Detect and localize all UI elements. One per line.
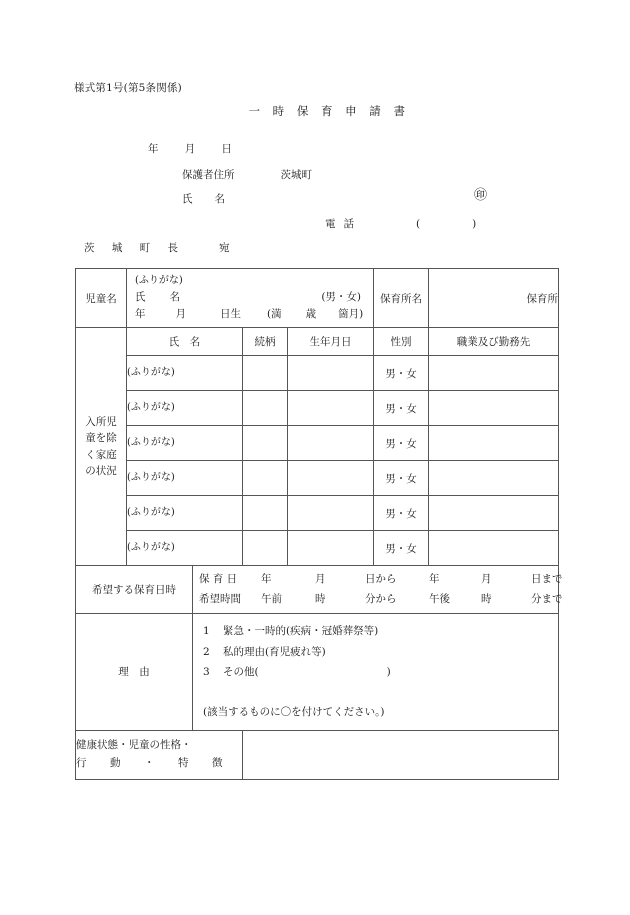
addressee-name: 茨 城 町 長 [84,242,186,254]
family-header-sex: 性別 [374,328,429,356]
family-relation-cell[interactable] [243,426,288,461]
family-occupation-cell[interactable] [429,461,559,496]
child-info-block [127,269,373,327]
family-name-cell[interactable] [127,391,243,426]
family-birthdate-cell[interactable] [288,496,374,531]
wish-label-cell [76,566,193,614]
family-furigana-label: (ふりがな) [127,436,175,448]
family-birthdate-cell[interactable] [288,461,374,496]
wish-time-min-to: 分まで [531,592,563,605]
reason-row [76,614,559,731]
family-name-cell[interactable] [127,356,243,391]
date-year-label: 年 [148,143,159,155]
family-section-label-line-3: く家庭 [85,448,117,461]
family-occupation-cell[interactable] [429,496,559,531]
family-relation-cell[interactable] [243,391,288,426]
health-label-cell [76,730,243,779]
wish-label: 希望する保育日時 [92,584,176,597]
wish-date-day-from: 日から [365,573,397,586]
family-header-row [76,328,559,356]
family-sex-cell[interactable]: 男・女 [374,391,429,426]
family-relation-cell[interactable] [243,531,288,566]
nursery-label: 保育所名 [380,292,423,305]
nursery-value-cell[interactable] [429,269,559,328]
wish-time-label: 希望時間 [199,592,241,605]
family-occupation-cell[interactable] [429,426,559,461]
child-row [76,269,559,328]
wish-date-month-to: 月 [481,573,492,586]
family-header-name: 氏 名 [127,328,243,356]
child-dob-row [135,306,367,323]
reason-option-2[interactable] [203,642,552,662]
nursery-value: 保育所 [526,292,559,305]
reason-inner [193,614,558,730]
table-row [76,356,559,391]
reason-option-1-text: 緊急・一時的(疾病・冠婚葬祭等) [223,625,379,638]
reason-option-1-number: 1 [203,625,210,638]
reason-note: (該当するものに〇を付けてください。) [203,706,385,719]
addressee-line [84,240,230,255]
reason-other-close-paren: ) [386,665,391,678]
child-label-cell [76,269,127,328]
wish-date-year-from: 年 [261,573,272,586]
page-title: 一 時 保 育 申 請 書 [248,104,410,118]
reason-option-3[interactable] [203,662,552,682]
child-age-open: (満 [267,308,282,321]
child-sex-options[interactable]: (男・女) [321,291,362,304]
child-furigana-label: (ふりがな) [135,275,183,286]
reason-label: 理 由 [118,666,150,679]
reason-option-2-text: 私的理由(育児疲れ等) [223,645,326,658]
guardian-name-label: 氏 [182,193,193,205]
application-form-table [75,268,563,780]
table-row [76,496,559,531]
child-dob-day: 日生 [220,308,241,321]
guardian-address-value: 茨城町 [280,169,312,181]
reason-label-cell [76,614,193,731]
wish-value-cell[interactable] [193,566,563,614]
wish-inner [193,566,563,613]
family-occupation-cell[interactable] [429,356,559,391]
telephone-open-paren: ( [416,218,421,230]
wish-time-min-from: 分から [365,592,397,605]
table-row [76,461,559,496]
telephone-label-2: 話 [343,218,354,230]
family-header-relation: 続柄 [243,328,288,356]
date-month-label: 月 [184,143,196,155]
family-sex-cell[interactable]: 男・女 [374,426,429,461]
nursery-label-cell [374,269,429,328]
family-furigana-label: (ふりがな) [127,506,175,518]
form-number: 様式第1号(第5条関係) [74,82,182,94]
family-birthdate-cell[interactable] [288,426,374,461]
family-sex-cell[interactable]: 男・女 [374,461,429,496]
child-dob-year: 年 [135,308,146,321]
reason-option-3-text: その他( [223,665,259,678]
addressee-suffix: 宛 [219,242,230,254]
table-row [76,426,559,461]
guardian-address-line [182,167,312,182]
family-occupation-cell[interactable] [429,531,559,566]
telephone-line [325,216,476,231]
wish-time-hour-to: 時 [481,592,492,605]
date-day-label: 日 [221,143,233,155]
family-name-cell[interactable] [127,531,243,566]
child-label: 児童名 [85,292,117,305]
family-relation-cell[interactable] [243,356,288,391]
health-label-line-1: 健康状態・児童の性格・ [76,739,192,752]
family-section-label-line-4: の状況 [85,464,117,477]
wish-time-pm: 午後 [429,592,450,605]
child-age-months: 箇月) [338,308,364,321]
reason-value-cell[interactable] [193,614,559,731]
family-header-birthdate: 生年月日 [288,328,374,356]
wish-time-am: 午前 [261,592,282,605]
family-section-label-cell [76,328,127,566]
health-label-line-2: 行 動 ・ 特 徴 [76,756,229,769]
wish-datetime-row [76,566,559,614]
table-row [76,531,559,566]
child-name-row [135,289,367,306]
guardian-name-line [182,191,225,206]
table-row [76,391,559,426]
child-name-label-wrap [135,289,180,306]
wish-date-label: 保 育 日 [199,573,238,586]
wish-date-year-to: 年 [429,573,440,586]
family-occupation-cell[interactable] [429,391,559,426]
family-sex-cell[interactable]: 男・女 [374,496,429,531]
reason-option-2-number: 2 [203,645,210,658]
telephone-label: 電 [325,218,336,230]
family-relation-cell[interactable] [243,461,288,496]
family-birthdate-cell[interactable] [288,356,374,391]
family-furigana-label: (ふりがな) [127,401,175,413]
family-furigana-label: (ふりがな) [127,471,175,483]
family-birthdate-cell[interactable] [288,391,374,426]
child-name-label-2: 名 [169,291,180,304]
wish-time-line [199,590,563,609]
telephone-close-paren: ) [472,218,477,230]
wish-time-hour-from: 時 [315,592,326,605]
health-row [76,730,559,779]
family-furigana-label: (ふりがな) [127,366,175,378]
family-header-occupation: 職業及び勤務先 [429,328,559,356]
family-furigana-label: (ふりがな) [127,541,175,553]
child-age-years: 歳 [305,308,317,321]
reason-option-3-number: 3 [203,665,210,678]
family-sex-cell[interactable]: 男・女 [374,356,429,391]
family-name-cell[interactable] [127,461,243,496]
seal-icon: ㊞ [474,188,488,203]
wish-date-day-to: 日まで [531,573,563,586]
family-relation-cell[interactable] [243,496,288,531]
child-dob-month: 月 [175,308,186,321]
family-section-label-line-2: 童を除 [85,432,117,445]
guardian-name-label-2: 名 [214,193,225,205]
guardian-address-label: 保護者住所 [182,169,235,181]
family-name-cell[interactable] [127,426,243,461]
family-name-cell[interactable] [127,496,243,531]
reason-option-1[interactable] [203,621,552,641]
submission-date-line [148,141,232,156]
family-sex-cell[interactable]: 男・女 [374,531,429,566]
wish-date-month-from: 月 [315,573,326,586]
family-section-label-line-1: 入所児 [85,416,117,429]
child-name-label: 氏 [135,291,146,304]
health-value-cell[interactable] [243,730,559,779]
family-birthdate-cell[interactable] [288,531,374,566]
child-info-cell[interactable] [127,269,374,328]
wish-date-line [199,570,563,589]
